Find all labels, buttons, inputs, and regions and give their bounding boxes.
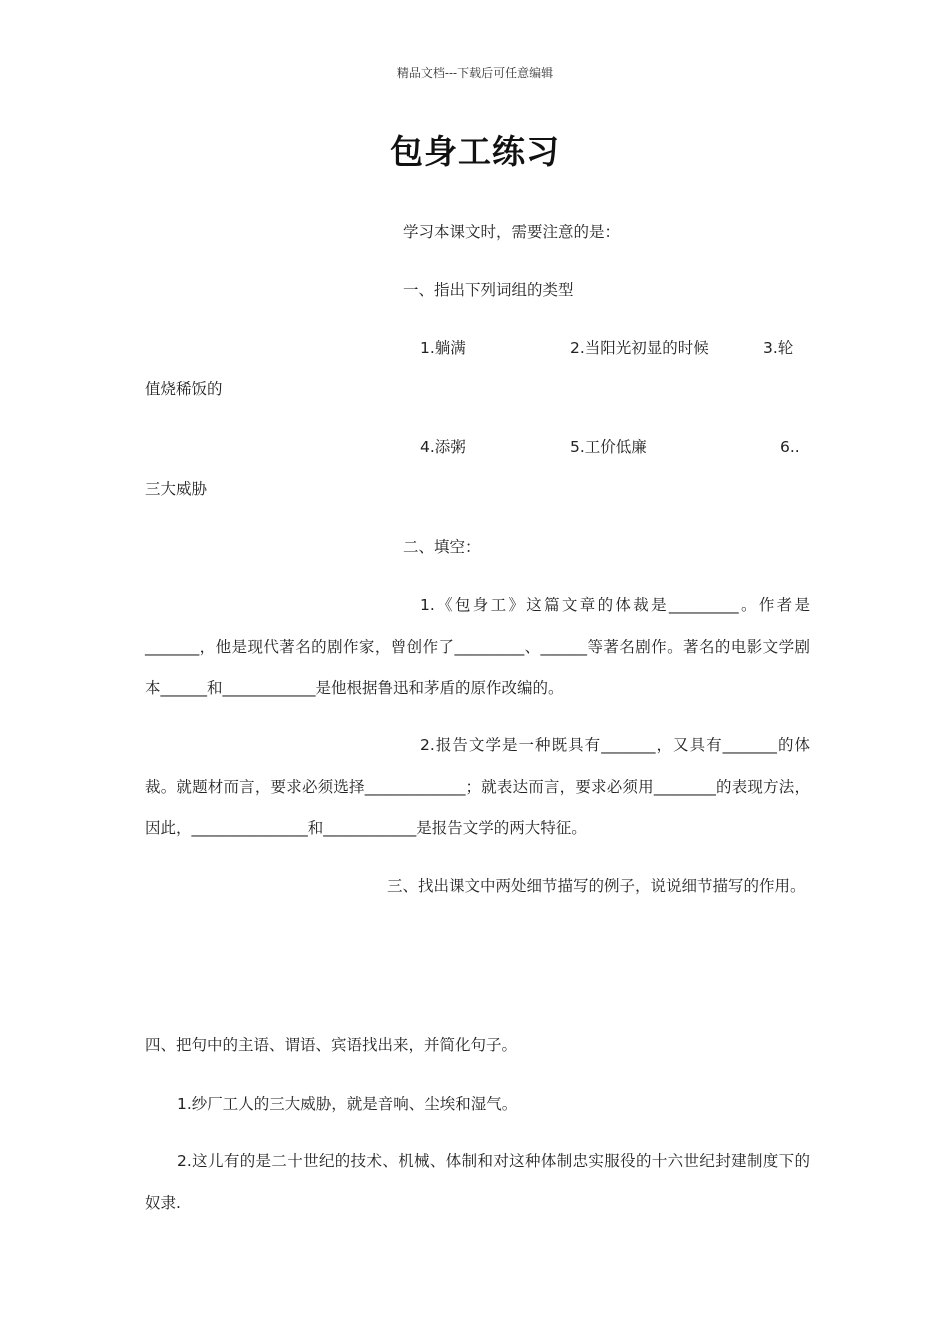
- section3-text: 三、找出课文中两处细节描写的例子，说说细节描写的作用。: [387, 877, 806, 895]
- intro-text: 学习本课文时，需要注意的是：: [403, 223, 621, 241]
- sentence-1: 1.纱厂工人的三大威胁，就是音响、尘埃和湿气。: [177, 1095, 518, 1113]
- phrase-item-6: 6..: [780, 438, 800, 456]
- phrase-item-3: 3.轮: [763, 339, 794, 357]
- phrase-item-2: 2.当阳光初显的时候: [570, 339, 709, 357]
- phrase-item-6-continued: 三大威胁: [145, 480, 208, 498]
- page-title: 包身工练习: [390, 132, 560, 171]
- section4-heading: 四、把句中的主语、谓语、宾语找出来，并简化句子。: [145, 1036, 518, 1054]
- phrase-item-4: 4.添粥: [420, 438, 466, 456]
- header-note: 精品文档---下载后可任意编辑: [396, 66, 554, 80]
- section2-heading: 二、填空：: [403, 538, 481, 556]
- fill-blank-question-1-text: 1.《包身工》这篇文章的体裁是_________。作者是_______，他是现代著名的剧作家，曾创作了_________、______等著名剧作。著名的电影文学剧本______和____________是他根据鲁迅和茅盾的原作改编的。: [145, 596, 810, 697]
- section3-question: [145, 866, 810, 908]
- fill-blank-question-2-text: 2.报告文学是一种既具有_______，又具有_______的体裁。就题材而言，要求必须选择_____________；就表达而言，要求必须用________的表现方法，因此，_______________和____________是报告文学的两大特征。: [145, 736, 810, 837]
- fill-blank-question-1: [145, 585, 810, 710]
- phrase-item-1: 1.躺满: [420, 339, 466, 357]
- section1-heading: 一、指出下列词组的类型: [403, 281, 574, 299]
- fill-blank-question-2: [145, 725, 810, 850]
- phrase-item-5: 5.工价低廉: [570, 438, 647, 456]
- sentence-2: [145, 1141, 810, 1224]
- phrase-item-3-continued: 值烧稀饭的: [145, 380, 223, 398]
- sentence-2-text: 2.这儿有的是二十世纪的技术、机械、体制和对这种体制忠实服役的十六世纪封建制度下的奴隶.: [145, 1152, 810, 1212]
